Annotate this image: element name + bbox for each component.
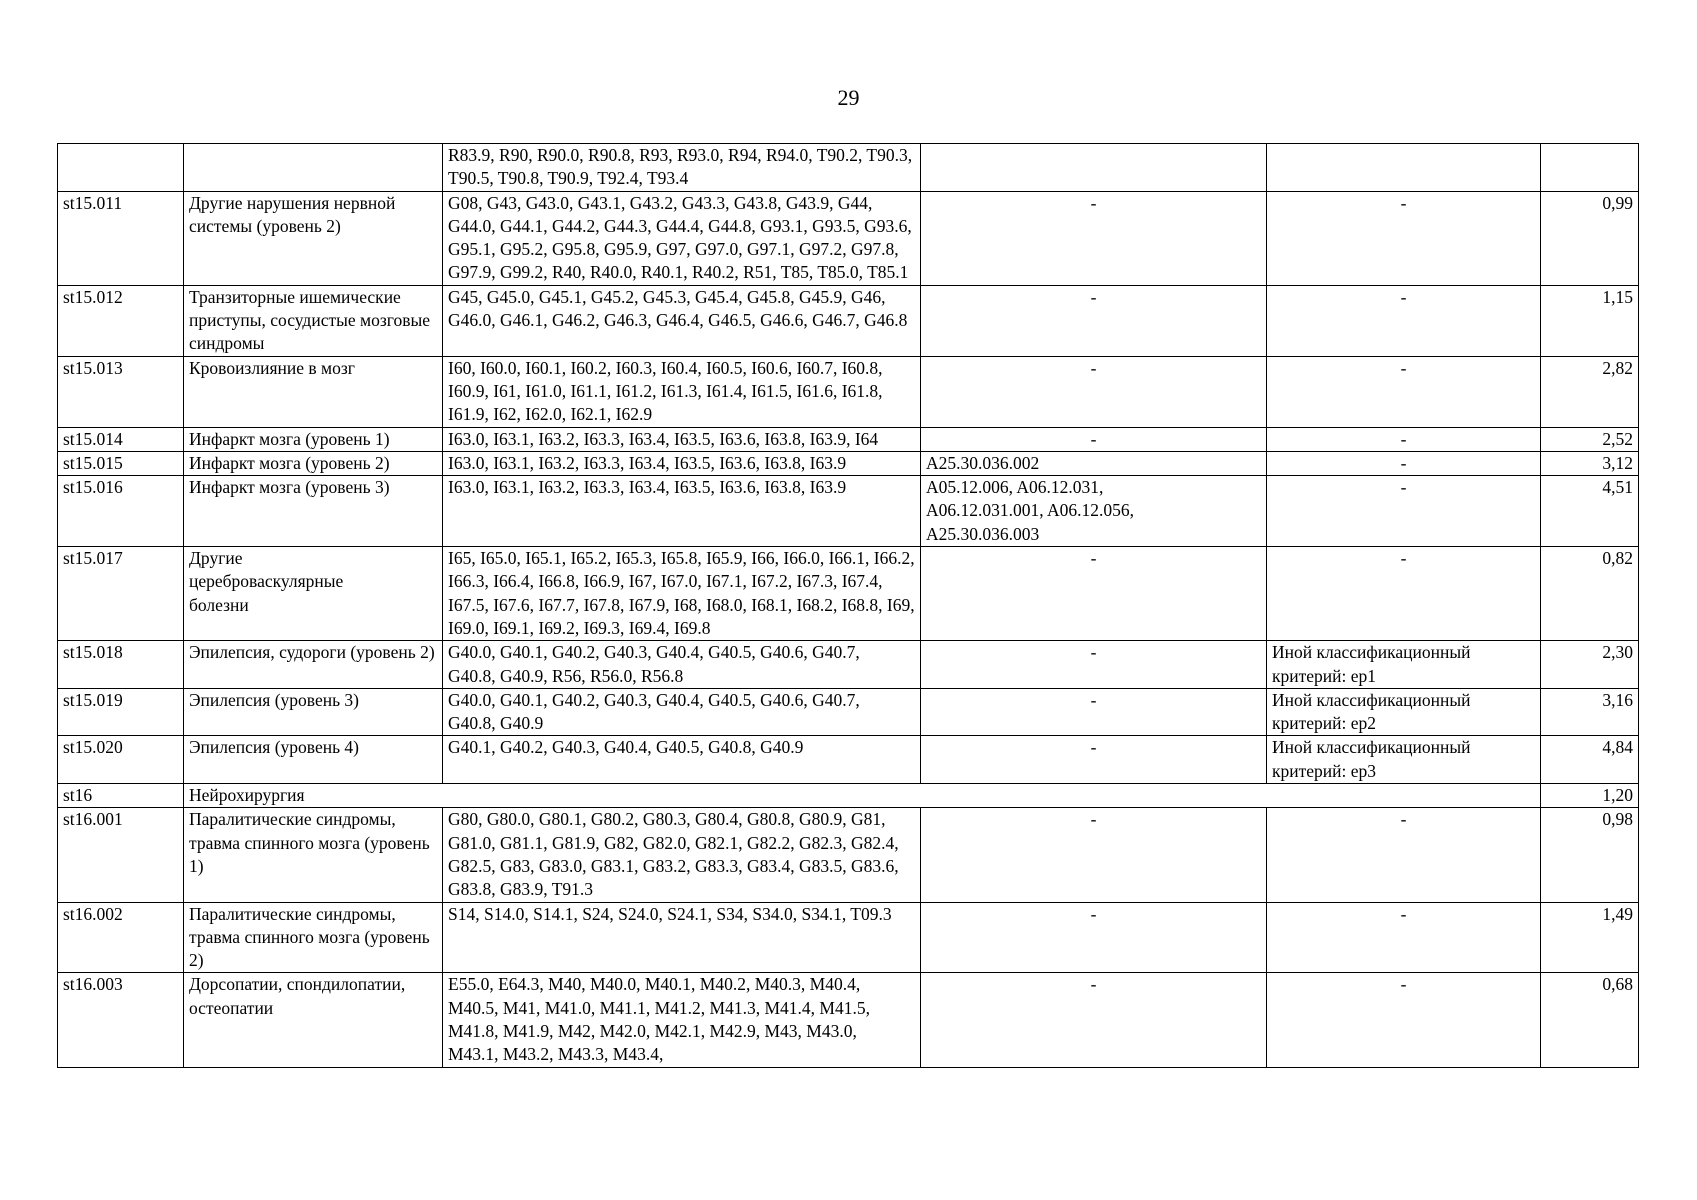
ksg-code: st16.001 bbox=[58, 808, 184, 902]
ksg-code: st15.014 bbox=[58, 427, 184, 451]
ksg-name: Дорсопатии, спондилопатии, остеопатии bbox=[184, 973, 443, 1067]
other-criterion: - bbox=[1267, 427, 1541, 451]
icd-codes: R83.9, R90, R90.0, R90.8, R93, R93.0, R94, R94.0, T90.2, T90.3, T90.5, T90.8, T90.9, T92.4, T93.4 bbox=[443, 144, 921, 192]
icd-codes: E55.0, E64.3, M40, M40.0, M40.1, M40.2, M40.3, M40.4, M40.5, M41, M41.0, M41.1, M41.2, M41.3, M41.4, M41.5, M41.8, M41.9, M42, M42.0, M42.1, M42.9, M43, M43.0, M43.1, M43.2, M43.3, M43.4, bbox=[443, 973, 921, 1067]
cost-coefficient bbox=[1541, 144, 1639, 192]
icd-codes: I65, I65.0, I65.1, I65.2, I65.3, I65.8, I65.9, I66, I66.0, I66.1, I66.2, I66.3, I66.4, I66.8, I66.9, I67, I67.0, I67.1, I67.2, I67.3, I67.4, I67.5, I67.6, I67.7, I67.8, I67.9, I68, I68.0, I68.1, I68.2, I68.8, I69, I69.0, I69.1, I69.2, I69.3, I69.4, I69.8 bbox=[443, 547, 921, 641]
table-row bbox=[58, 451, 1639, 475]
other-criterion: Иной классификационный критерий: ep3 bbox=[1267, 736, 1541, 784]
cost-coefficient: 0,99 bbox=[1541, 191, 1639, 285]
table-row bbox=[58, 641, 1639, 689]
service-codes: A25.30.036.002 bbox=[921, 451, 1267, 475]
cost-coefficient: 4,84 bbox=[1541, 736, 1639, 784]
ksg-name: Кровоизлияние в мозг bbox=[184, 356, 443, 427]
table-row bbox=[58, 808, 1639, 902]
service-codes: A05.12.006, A06.12.031, A06.12.031.001, A06.12.056, A25.30.036.003 bbox=[921, 476, 1267, 547]
service-codes: - bbox=[921, 902, 1267, 973]
icd-codes: I60, I60.0, I60.1, I60.2, I60.3, I60.4, I60.5, I60.6, I60.7, I60.8, I60.9, I61, I61.0, I61.1, I61.2, I61.3, I61.4, I61.5, I61.6, I61.8, I61.9, I62, I62.0, I62.1, I62.9 bbox=[443, 356, 921, 427]
section-name: Нейрохирургия bbox=[184, 784, 1541, 808]
ksg-code: st15.012 bbox=[58, 285, 184, 356]
ksg-name bbox=[184, 144, 443, 192]
other-criterion: - bbox=[1267, 808, 1541, 902]
ksg-code: st15.018 bbox=[58, 641, 184, 689]
table-row bbox=[58, 427, 1639, 451]
ksg-name: Транзиторные ишемические приступы, сосудистые мозговые синдромы bbox=[184, 285, 443, 356]
service-codes: - bbox=[921, 736, 1267, 784]
other-criterion: Иной классификационный критерий: ep1 bbox=[1267, 641, 1541, 689]
service-codes: - bbox=[921, 641, 1267, 689]
cost-coefficient: 0,98 bbox=[1541, 808, 1639, 902]
icd-codes: I63.0, I63.1, I63.2, I63.3, I63.4, I63.5, I63.6, I63.8, I63.9 bbox=[443, 451, 921, 475]
section-row bbox=[58, 784, 1639, 808]
ksg-code: st15.019 bbox=[58, 688, 184, 736]
icd-codes: G45, G45.0, G45.1, G45.2, G45.3, G45.4, G45.8, G45.9, G46, G46.0, G46.1, G46.2, G46.3, G46.4, G46.5, G46.6, G46.7, G46.8 bbox=[443, 285, 921, 356]
ksg-name: Инфаркт мозга (уровень 1) bbox=[184, 427, 443, 451]
ksg-name: Эпилепсия, судороги (уровень 2) bbox=[184, 641, 443, 689]
table-row bbox=[58, 547, 1639, 641]
table-row bbox=[58, 736, 1639, 784]
cost-coefficient: 4,51 bbox=[1541, 476, 1639, 547]
ksg-code: st15.020 bbox=[58, 736, 184, 784]
other-criterion: - bbox=[1267, 902, 1541, 973]
icd-codes: G80, G80.0, G80.1, G80.2, G80.3, G80.4, G80.8, G80.9, G81, G81.0, G81.1, G81.9, G82, G82.0, G82.1, G82.2, G82.3, G82.4, G82.5, G83, G83.0, G83.1, G83.2, G83.3, G83.4, G83.5, G83.6, G83.8, G83.9, T91.3 bbox=[443, 808, 921, 902]
table-row bbox=[58, 285, 1639, 356]
ksg-name: Паралитические синдромы, травма спинного мозга (уровень 2) bbox=[184, 902, 443, 973]
icd-codes: S14, S14.0, S14.1, S24, S24.0, S24.1, S34, S34.0, S34.1, T09.3 bbox=[443, 902, 921, 973]
ksg-name: Инфаркт мозга (уровень 3) bbox=[184, 476, 443, 547]
ksg-name: Эпилепсия (уровень 3) bbox=[184, 688, 443, 736]
ksg-code: st15.013 bbox=[58, 356, 184, 427]
ksg-code bbox=[58, 144, 184, 192]
icd-codes: G40.0, G40.1, G40.2, G40.3, G40.4, G40.5, G40.6, G40.7, G40.8, G40.9 bbox=[443, 688, 921, 736]
ksg-code: st15.011 bbox=[58, 191, 184, 285]
table-row bbox=[58, 356, 1639, 427]
icd-codes: I63.0, I63.1, I63.2, I63.3, I63.4, I63.5, I63.6, I63.8, I63.9, I64 bbox=[443, 427, 921, 451]
service-codes: - bbox=[921, 285, 1267, 356]
table-row bbox=[58, 973, 1639, 1067]
cost-coefficient: 0,68 bbox=[1541, 973, 1639, 1067]
section-code: st16 bbox=[58, 784, 184, 808]
table-row bbox=[58, 144, 1639, 192]
page-number: 29 bbox=[837, 85, 860, 110]
other-criterion: - bbox=[1267, 451, 1541, 475]
ksg-code: st16.003 bbox=[58, 973, 184, 1067]
ksg-code: st15.016 bbox=[58, 476, 184, 547]
service-codes: - bbox=[921, 427, 1267, 451]
service-codes: - bbox=[921, 356, 1267, 427]
table-row bbox=[58, 191, 1639, 285]
icd-codes: G40.0, G40.1, G40.2, G40.3, G40.4, G40.5, G40.6, G40.7, G40.8, G40.9, R56, R56.0, R56.8 bbox=[443, 641, 921, 689]
ksg-code: st15.017 bbox=[58, 547, 184, 641]
other-criterion: - bbox=[1267, 356, 1541, 427]
service-codes: - bbox=[921, 688, 1267, 736]
cost-coefficient: 1,15 bbox=[1541, 285, 1639, 356]
service-codes: - bbox=[921, 973, 1267, 1067]
section-coefficient: 1,20 bbox=[1541, 784, 1639, 808]
other-criterion: - bbox=[1267, 973, 1541, 1067]
other-criterion: - bbox=[1267, 191, 1541, 285]
other-criterion bbox=[1267, 144, 1541, 192]
ksg-code: st16.002 bbox=[58, 902, 184, 973]
other-criterion: - bbox=[1267, 285, 1541, 356]
ksg-name: Другие цереброваскулярные болезни bbox=[184, 547, 443, 641]
ksg-table bbox=[57, 143, 1639, 1068]
icd-codes: G40.1, G40.2, G40.3, G40.4, G40.5, G40.8, G40.9 bbox=[443, 736, 921, 784]
ksg-name: Инфаркт мозга (уровень 2) bbox=[184, 451, 443, 475]
cost-coefficient: 2,30 bbox=[1541, 641, 1639, 689]
table-row bbox=[58, 902, 1639, 973]
service-codes bbox=[921, 144, 1267, 192]
other-criterion: - bbox=[1267, 547, 1541, 641]
service-codes: - bbox=[921, 808, 1267, 902]
cost-coefficient: 3,16 bbox=[1541, 688, 1639, 736]
service-codes: - bbox=[921, 547, 1267, 641]
icd-codes: G08, G43, G43.0, G43.1, G43.2, G43.3, G43.8, G43.9, G44, G44.0, G44.1, G44.2, G44.3, G44.4, G44.8, G93.1, G93.5, G93.6, G95.1, G95.2, G95.8, G95.9, G97, G97.0, G97.1, G97.2, G97.8, G97.9, G99.2, R40, R40.0, R40.1, R40.2, R51, T85, T85.0, T85.1 bbox=[443, 191, 921, 285]
cost-coefficient: 2,52 bbox=[1541, 427, 1639, 451]
ksg-code: st15.015 bbox=[58, 451, 184, 475]
cost-coefficient: 0,82 bbox=[1541, 547, 1639, 641]
ksg-name: Другие нарушения нервной системы (уровень 2) bbox=[184, 191, 443, 285]
ksg-name: Эпилепсия (уровень 4) bbox=[184, 736, 443, 784]
cost-coefficient: 3,12 bbox=[1541, 451, 1639, 475]
icd-codes: I63.0, I63.1, I63.2, I63.3, I63.4, I63.5, I63.6, I63.8, I63.9 bbox=[443, 476, 921, 547]
other-criterion: - bbox=[1267, 476, 1541, 547]
cost-coefficient: 2,82 bbox=[1541, 356, 1639, 427]
table-row bbox=[58, 476, 1639, 547]
cost-coefficient: 1,49 bbox=[1541, 902, 1639, 973]
other-criterion: Иной классификационный критерий: ep2 bbox=[1267, 688, 1541, 736]
ksg-name: Паралитические синдромы, травма спинного мозга (уровень 1) bbox=[184, 808, 443, 902]
service-codes: - bbox=[921, 191, 1267, 285]
table-row bbox=[58, 688, 1639, 736]
